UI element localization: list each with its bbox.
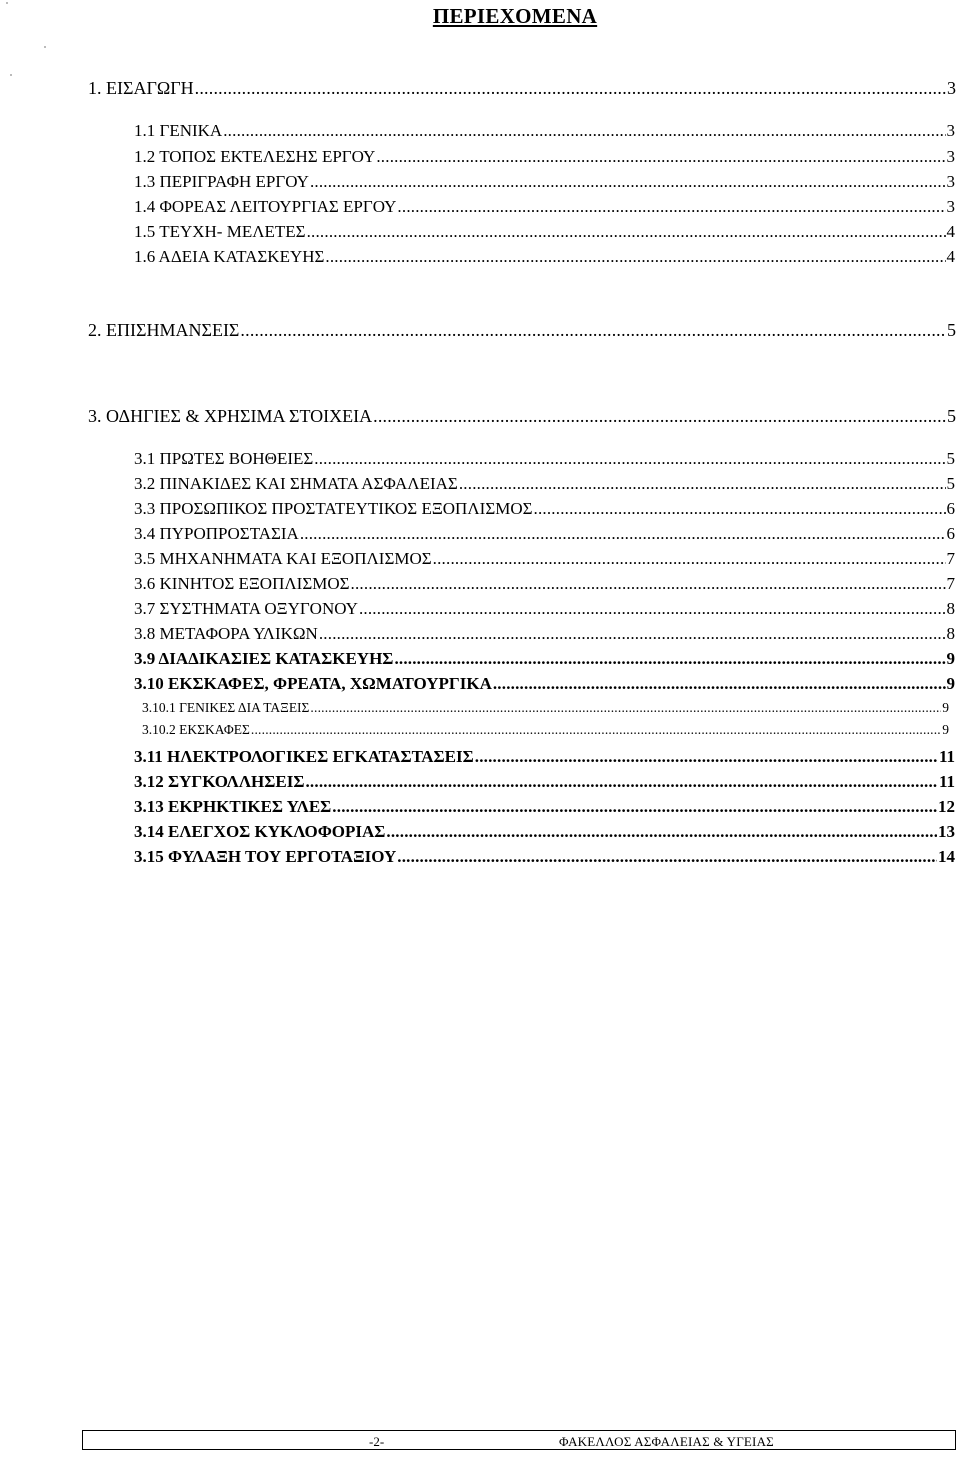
toc-entry[interactable]	[134, 147, 955, 167]
toc-dot-leader	[359, 599, 946, 619]
scan-speck	[44, 46, 46, 48]
toc-entry-label: 3.12 ΣΥΓΚΟΛΛΗΣΕΙΣ	[134, 772, 305, 791]
toc-dot-leader	[459, 474, 946, 494]
toc-dot-leader	[251, 722, 941, 738]
toc-entry[interactable]	[134, 574, 955, 594]
toc-entry[interactable]	[88, 320, 956, 341]
toc-entry-label: 3.2 ΠΙΝΑΚΙΔΕΣ ΚΑΙ ΣΗΜΑΤΑ ΑΣΦΑΛΕΙΑΣ	[134, 474, 458, 493]
toc-entry-page: 7	[946, 574, 955, 593]
scan-speck	[6, 2, 8, 4]
toc-entry-page: 8	[946, 624, 955, 643]
toc-entry[interactable]	[134, 822, 955, 842]
toc-entry[interactable]	[88, 406, 956, 427]
toc-entry[interactable]	[134, 474, 955, 494]
toc-dot-leader	[314, 449, 945, 469]
toc-entry-page: 9	[946, 649, 955, 668]
toc-entry-page: 8	[946, 599, 955, 618]
toc-entry-label: 1.1 ΓΕΝΙΚΑ	[134, 121, 223, 140]
toc-entry-label: 1.4 ΦΟΡΕΑΣ ΛΕΙΤΟΥΡΓΙΑΣ ΕΡΓΟΥ	[134, 197, 397, 216]
toc-entry-label: 3.7 ΣΥΣΤΗΜΑΤΑ ΟΞΥΓΟΝΟΥ	[134, 599, 358, 618]
toc-dot-leader	[310, 700, 941, 716]
toc-entry-label: 3.1 ΠΡΩΤΕΣ ΒΟΗΘΕΙΕΣ	[134, 449, 314, 468]
toc-entry[interactable]	[134, 747, 955, 767]
toc-dot-leader	[351, 574, 946, 594]
toc-dot-leader	[394, 649, 945, 669]
toc-dot-leader	[386, 822, 937, 842]
toc-dot-leader	[493, 674, 946, 694]
toc-dot-leader	[305, 772, 937, 792]
toc-entry[interactable]	[134, 674, 955, 694]
toc-entry-label: 3.8 ΜΕΤΑΦΟΡΑ ΥΛΙΚΩΝ	[134, 624, 318, 643]
toc-entry-page: 3	[946, 197, 955, 216]
toc-dot-leader	[310, 172, 946, 192]
toc-entry-page: 13	[938, 822, 955, 841]
toc-entry-page: 12	[938, 797, 955, 816]
toc-entry-label: 1.5 ΤΕΥΧΗ- ΜΕΛΕΤΕΣ	[134, 222, 306, 241]
toc-entry-page: 3	[946, 147, 955, 166]
toc-entry-page: 9	[942, 722, 949, 737]
toc-entry-page: 3	[946, 121, 955, 140]
toc-entry[interactable]	[134, 222, 955, 242]
toc-dot-leader	[223, 121, 945, 141]
toc-dot-leader	[325, 247, 945, 267]
toc-entry[interactable]	[134, 599, 955, 619]
toc-entry-page: 9	[946, 674, 955, 693]
toc-entry-label: 3.9 ΔΙΑΔΙΚΑΣΙΕΣ ΚΑΤΑΣΚΕΥΗΣ	[134, 649, 394, 668]
toc-entry[interactable]	[134, 449, 955, 469]
toc-entry-label: 3.3 ΠΡΟΣΩΠΙΚΟΣ ΠΡΟΣΤΑΤΕΥΤΙΚΟΣ ΕΞΟΠΛΙΣΜΟΣ	[134, 499, 533, 518]
toc-entry[interactable]	[142, 722, 949, 738]
toc-entry-page: 14	[938, 847, 955, 866]
toc-entry[interactable]	[134, 197, 955, 217]
page-footer	[82, 1430, 956, 1450]
toc-dot-leader	[397, 847, 937, 867]
toc-dot-leader	[240, 320, 946, 341]
footer-page-number: -2-	[369, 1434, 385, 1449]
toc-entry-page: 6	[946, 499, 955, 518]
toc-entry[interactable]	[134, 247, 955, 267]
toc-entry[interactable]	[142, 700, 949, 716]
toc-entry-page: 6	[946, 524, 955, 543]
toc-entry[interactable]	[134, 624, 955, 644]
toc-entry-page: 3	[947, 78, 956, 98]
toc-dot-leader	[376, 147, 945, 167]
toc-entry-page: 5	[947, 406, 956, 426]
toc-entry-label: 3.13 ΕΚΡΗΚΤΙΚΕΣ ΥΛΕΣ	[134, 797, 332, 816]
toc-entry-label: 3.11 ΗΛΕΚΤΡΟΛΟΓΙΚΕΣ ΕΓΚΑΤΑΣΤΑΣΕΙΣ	[134, 747, 474, 766]
toc-entry-page: 5	[946, 474, 955, 493]
toc-entry-page: 11	[938, 772, 955, 791]
toc-entry[interactable]	[134, 772, 955, 792]
toc-entry[interactable]	[134, 847, 955, 867]
toc-entry[interactable]	[134, 499, 955, 519]
toc-entry-label: 3.10.2 ΕΚΣΚΑΦΕΣ	[142, 722, 250, 737]
toc-entry-page: 3	[946, 172, 955, 191]
footer-document-title: ΦΑΚΕΛΛΟΣ ΑΣΦΑΛΕΙΑΣ & ΥΓΕΙΑΣ	[559, 1434, 774, 1449]
toc-entry-label: 3. ΟΔΗΓΙΕΣ & ΧΡΗΣΙΜΑ ΣΤΟΙΧΕΙΑ	[88, 406, 373, 426]
toc-dot-leader	[534, 499, 946, 519]
toc-dot-leader	[319, 624, 946, 644]
toc-dot-leader	[373, 406, 946, 427]
toc-entry[interactable]	[134, 549, 955, 569]
toc-entry-page: 4	[946, 247, 955, 266]
document-title: ΠΕΡΙΕΧΟΜΕΝΑ	[432, 4, 598, 28]
toc-entry-page: 11	[938, 747, 955, 766]
toc-entry-label: 3.6 ΚΙΝΗΤΟΣ ΕΞΟΠΛΙΣΜΟΣ	[134, 574, 350, 593]
toc-entry[interactable]	[134, 797, 955, 817]
toc-entry[interactable]	[134, 121, 955, 141]
toc-entry-label: 3.10.1 ΓΕΝΙΚΕΣ ΔΙΑ ΤΑΞΕΙΣ	[142, 700, 310, 715]
scan-speck	[10, 74, 12, 76]
toc-entry-label: 3.10 ΕΚΣΚΑΦΕΣ, ΦΡΕΑΤΑ, ΧΩΜΑΤΟΥΡΓΙΚΑ	[134, 674, 492, 693]
toc-dot-leader	[307, 222, 946, 242]
toc-entry-label: 3.5 ΜΗΧΑΝΗΜΑΤΑ ΚΑΙ ΕΞΟΠΛΙΣΜΟΣ	[134, 549, 432, 568]
toc-dot-leader	[332, 797, 937, 817]
toc-dot-leader	[397, 197, 945, 217]
toc-dot-leader	[195, 78, 946, 99]
toc-entry-label: 3.15 ΦΥΛΑΞΗ ΤΟΥ ΕΡΓΟΤΑΞΙΟΥ	[134, 847, 397, 866]
toc-entry-page: 7	[946, 549, 955, 568]
toc-dot-leader	[475, 747, 938, 767]
toc-entry-label: 2. ΕΠΙΣΗΜΑΝΣΕΙΣ	[88, 320, 240, 340]
toc-entry-page: 5	[946, 449, 955, 468]
toc-dot-leader	[300, 524, 946, 544]
toc-entry-label: 1.2 ΤΟΠΟΣ ΕΚΤΕΛΕΣΗΣ ΕΡΓΟΥ	[134, 147, 376, 166]
toc-entry-label: 1.3 ΠΕΡΙΓΡΑΦΗ ΕΡΓΟΥ	[134, 172, 309, 191]
toc-entry-page: 4	[946, 222, 955, 241]
toc-entry[interactable]	[134, 649, 955, 669]
toc-entry[interactable]	[88, 78, 956, 99]
toc-entry-label: 3.14 ΕΛΕΓΧΟΣ ΚΥΚΛΟΦΟΡΙΑΣ	[134, 822, 386, 841]
toc-entry-page: 5	[947, 320, 956, 340]
toc-entry[interactable]	[134, 172, 955, 192]
toc-entry-label: 3.4 ΠΥΡΟΠΡΟΣΤΑΣΙΑ	[134, 524, 299, 543]
toc-entry-label: 1. ΕΙΣΑΓΩΓΗ	[88, 78, 194, 98]
toc-dot-leader	[433, 549, 946, 569]
toc-entry-page: 9	[942, 700, 949, 715]
toc-entry-label: 1.6 ΑΔΕΙΑ ΚΑΤΑΣΚΕΥΗΣ	[134, 247, 325, 266]
toc-entry[interactable]	[134, 524, 955, 544]
